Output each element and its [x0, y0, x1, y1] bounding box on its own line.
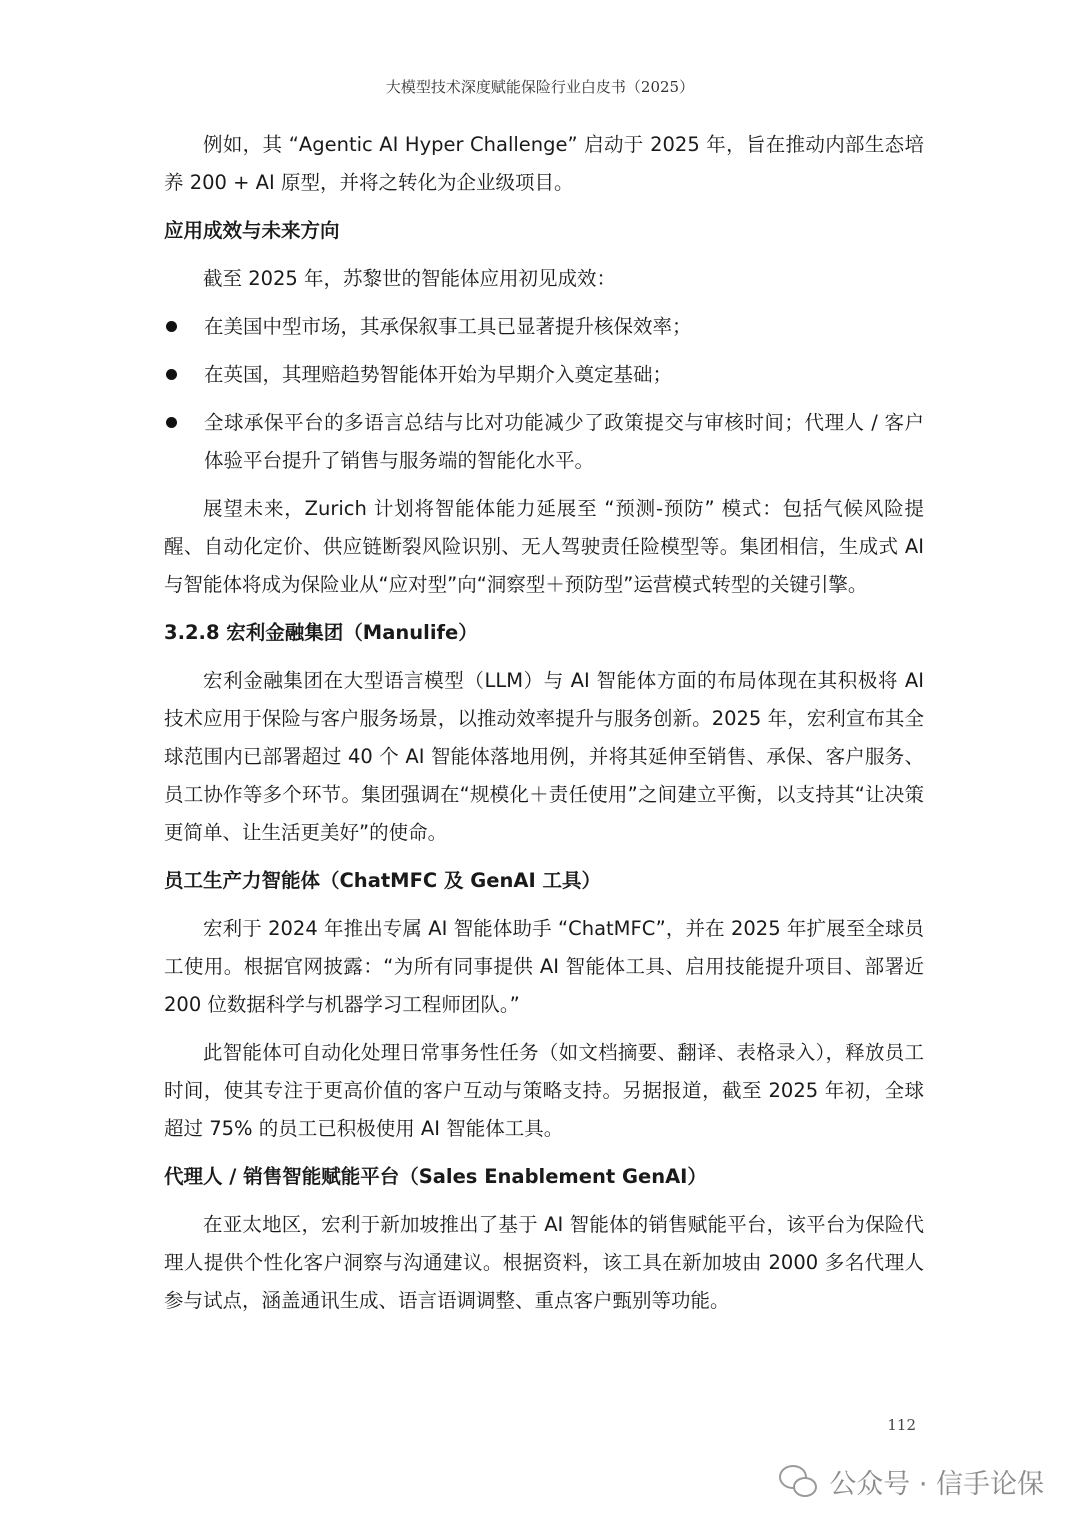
paragraph-5: 宏利于 2024 年推出专属 AI 智能体助手 “ChatMFC”，并在 2025 年扩展至全球员工使用。根据官网披露：“为所有同事提供 AI 智能体工具、启用技能提升项目、部署近 200 位数据科学与机器学习工程师团队。”	[164, 917, 924, 1016]
section-heading-sales: 代理人 / 销售智能赋能平台（Sales Enablement GenAI）	[164, 1165, 707, 1188]
bullet-text: 在英国，其理赔趋势智能体开始为早期介入奠定基础；	[204, 363, 673, 386]
paragraph-7: 在亚太地区，宏利于新加坡推出了基于 AI 智能体的销售赋能平台，该平台为保险代理人提供个性化客户洞察与沟通建议。根据资料，该工具在新加坡由 2000 多名代理人参与试点，涵盖通讯生成、语言语调调整、重点客户甄别等功能。	[164, 1213, 924, 1312]
bullet-dot-icon	[166, 369, 177, 380]
bullet-text: 全球承保平台的多语言总结与比对功能减少了政策提交与审核时间；代理人 / 客户体验平台提升了销售与服务端的智能化水平。	[204, 411, 924, 472]
document-body	[164, 126, 924, 1320]
section-heading-manulife: 3.2.8 宏利金融集团（Manulife）	[164, 621, 478, 644]
paragraph-2: 截至 2025 年，苏黎世的智能体应用初见成效：	[203, 267, 617, 290]
section-heading-productivity: 员工生产力智能体（ChatMFC 及 GenAI 工具）	[164, 869, 602, 892]
wechat-icon	[779, 1465, 819, 1499]
bullet-dot-icon	[166, 321, 177, 332]
watermark-text: 公众号 · 信手论保	[829, 1469, 1044, 1500]
bullet-dot-icon	[166, 417, 177, 428]
page-number: 112	[887, 1416, 916, 1434]
paragraph-3: 展望未来，Zurich 计划将智能体能力延展至 “预测-预防” 模式：包括气候风险提醒、自动化定价、供应链断裂风险识别、无人驾驶责任险模型等。集团相信，生成式 AI 与智能体将成为保险业从“应对型”向“洞察型＋预防型”运营模式转型的关键引擎。	[164, 497, 924, 596]
page-header: 大模型技术深度赋能保险行业白皮书（2025）	[385, 78, 695, 96]
bullet-item-3	[164, 404, 924, 480]
paragraph-1: 例如，其 “Agentic AI Hyper Challenge” 启动于 2025 年，旨在推动内部生态培养 200 + AI 原型，并将之转化为企业级项目。	[164, 133, 924, 194]
bullet-item-2	[164, 356, 924, 394]
section-heading-outcomes: 应用成效与未来方向	[164, 219, 340, 242]
watermark	[779, 1462, 1044, 1501]
paragraph-4: 宏利金融集团在大型语言模型（LLM）与 AI 智能体方面的布局体现在其积极将 AI 技术应用于保险与客户服务场景，以推动效率提升与服务创新。2025 年，宏利宣布其全球范围内已部署超过 40 个 AI 智能体落地用例，并将其延伸至销售、承保、客户服务、员工协作等多个环节。集团强调在“规模化＋责任使用”之间建立平衡，以支持其“让决策更简单、让生活更美好”的使命。	[164, 669, 924, 844]
bullet-text: 在美国中型市场，其承保叙事工具已显著提升核保效率；	[204, 315, 692, 338]
bullet-item-1	[164, 308, 924, 346]
paragraph-6: 此智能体可自动化处理日常事务性任务（如文档摘要、翻译、表格录入），释放员工时间，使其专注于更高价值的客户互动与策略支持。另据报道，截至 2025 年初，全球超过 75% 的员工已积极使用 AI 智能体工具。	[164, 1041, 924, 1140]
